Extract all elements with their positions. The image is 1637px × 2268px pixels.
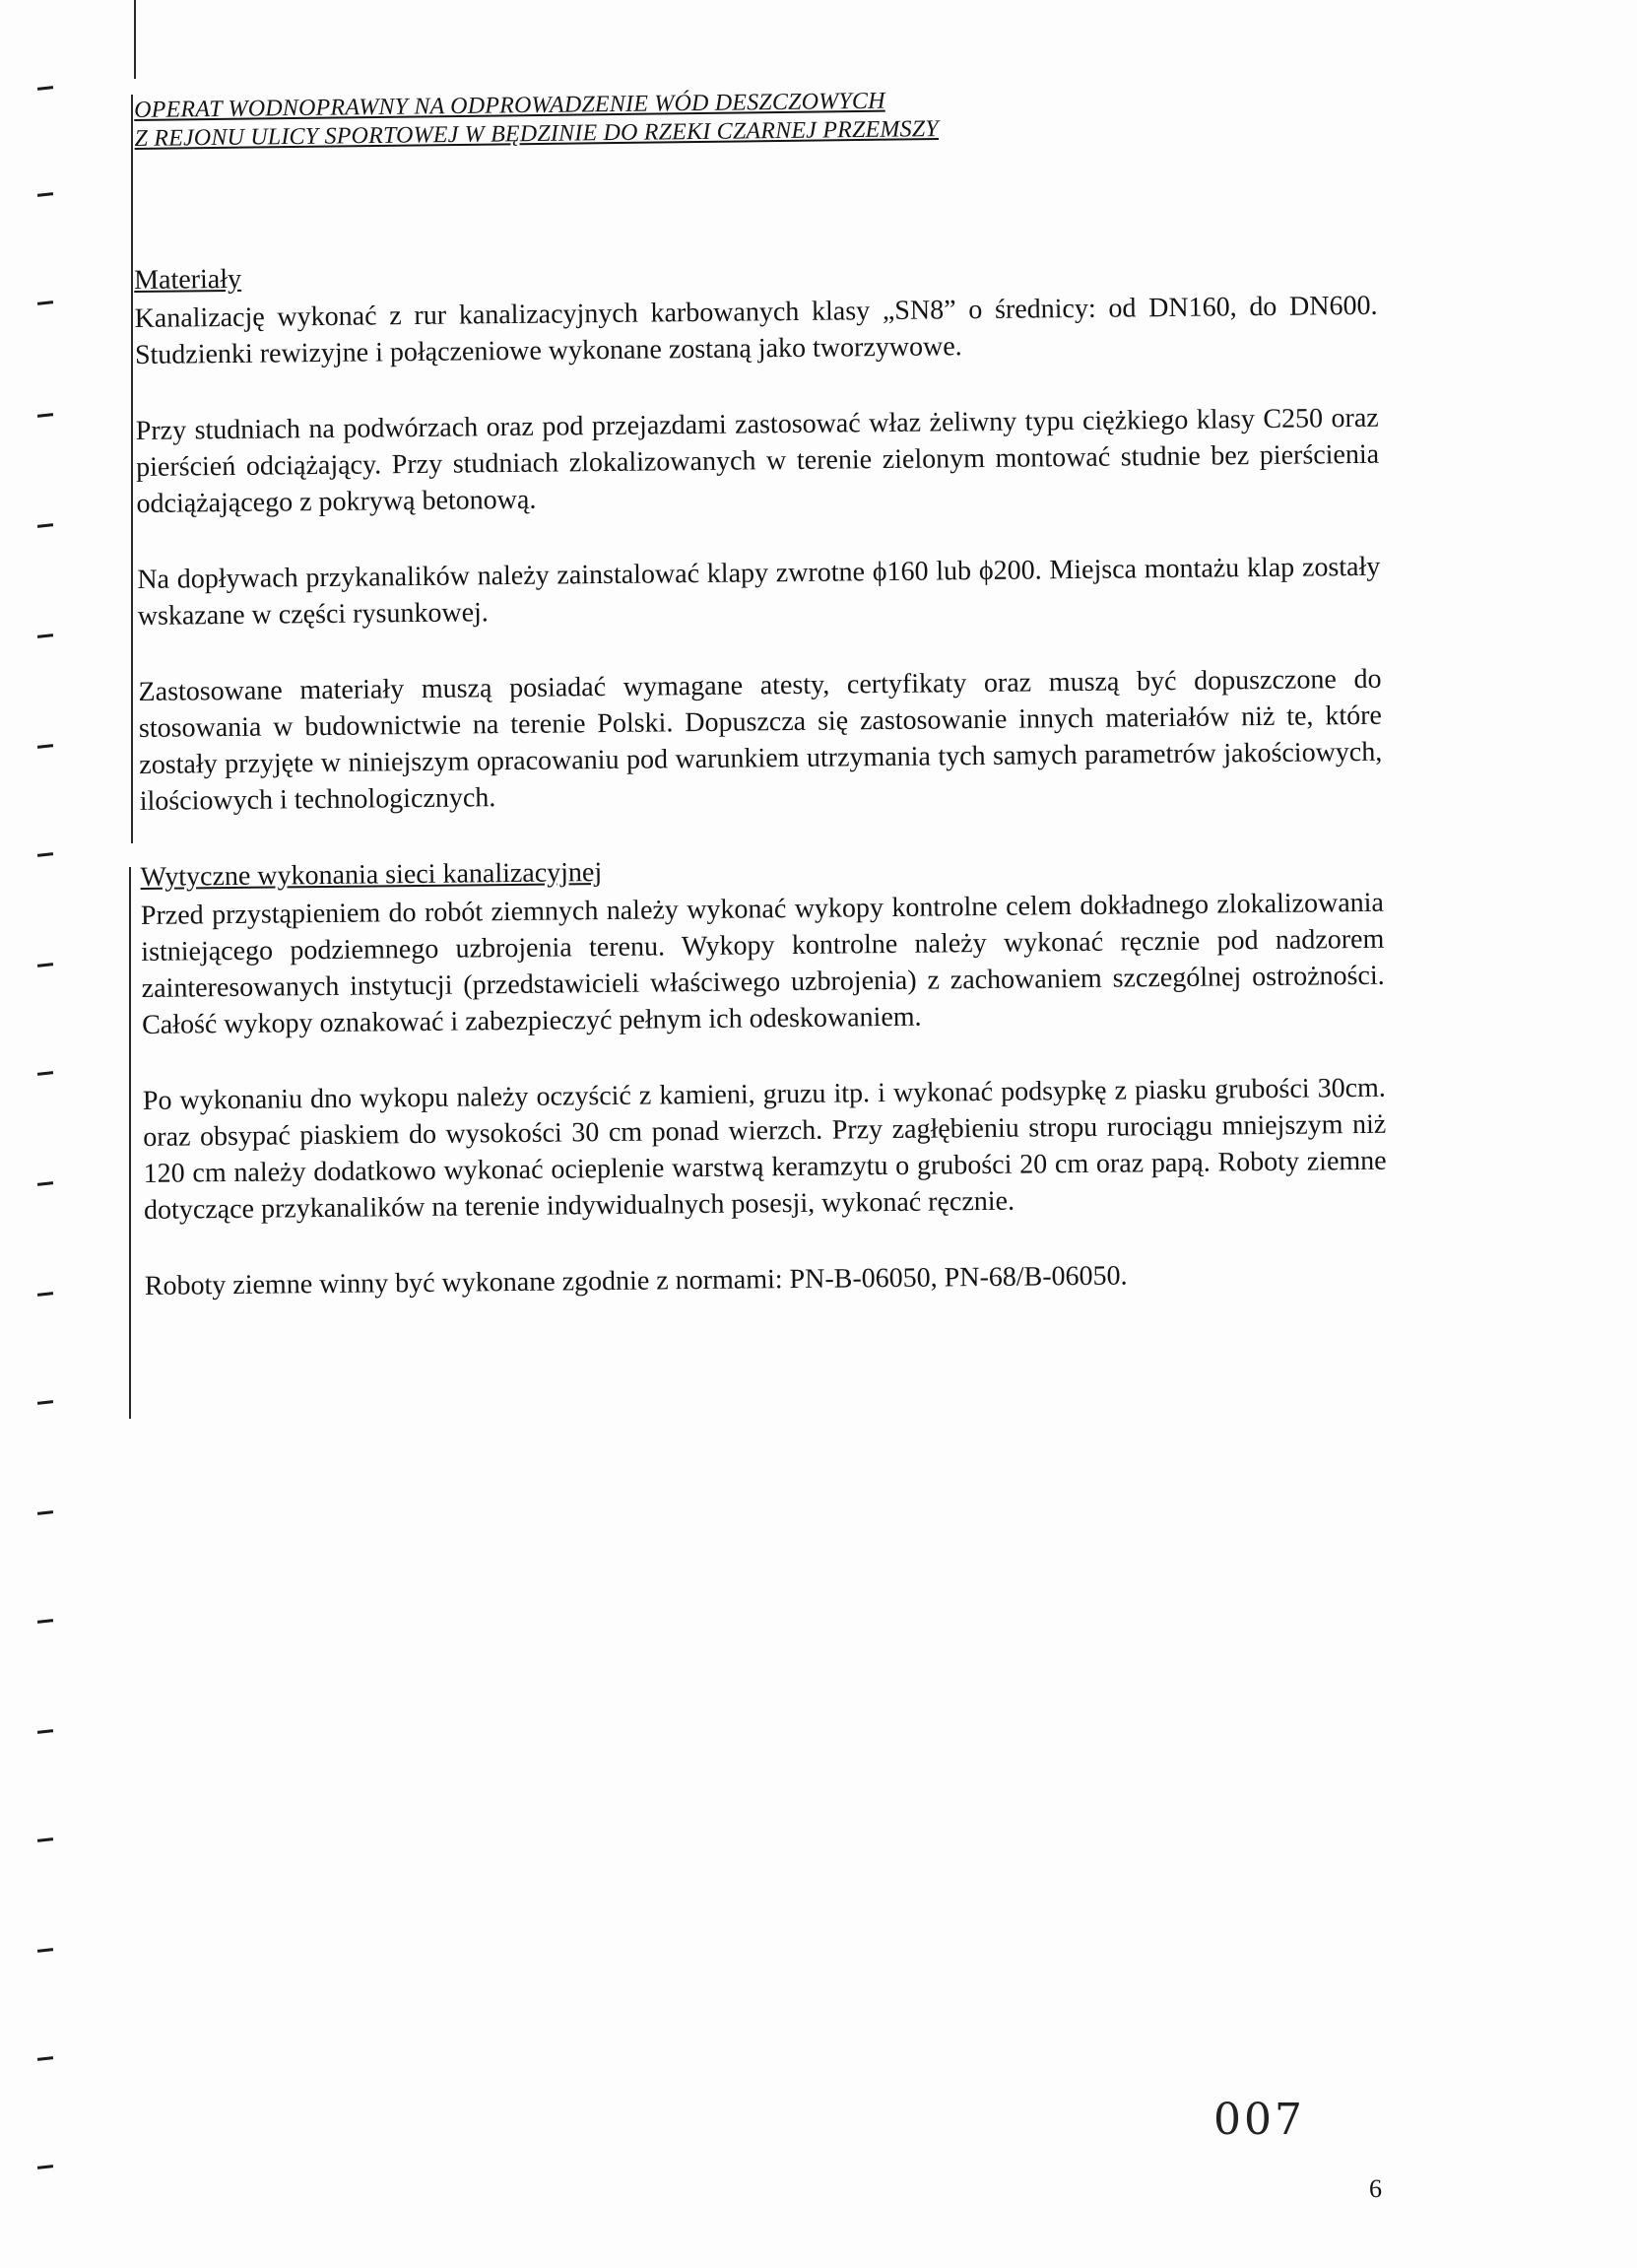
scan-mark bbox=[37, 300, 53, 305]
page-number: 6 bbox=[1369, 2174, 1382, 2203]
scan-mark bbox=[37, 2056, 53, 2061]
scan-mark bbox=[37, 1729, 53, 1734]
paragraph: Zastosowane materiały muszą posiadać wymagane atesty, certyfikaty oraz muszą być dopuszczone do stosowania w budownictwie na terenie Polski. Dopuszcza się zastosowanie innych materiałów niż te, które zostały przyjęte w niniejszym opracowaniu pod warunkiem utrzymania tych samych parametrów jakościowych, ilościowych i technologicznych. bbox=[138, 663, 1383, 817]
margin-rule bbox=[129, 867, 131, 1419]
scan-mark bbox=[37, 1948, 53, 1953]
document-body bbox=[134, 249, 1388, 1304]
scan-mark bbox=[37, 1071, 53, 1076]
paragraph: Przy studniach na podwórzach oraz pod przejazdami zastosować właz żeliwny typu ciężkiego klasy C250 oraz pierścień odciążający. Przy studniach zlokalizowanych w terenie zielonym montować studnie bez pierścienia odciążającego z pokrywą betonową. bbox=[135, 402, 1380, 519]
section-heading-materials: Materiały bbox=[134, 263, 242, 296]
scan-mark bbox=[37, 192, 53, 197]
paragraph: Przed przystąpieniem do robót ziemnych należy wykonać wykopy kontrolne celem dokładnego zlokalizowania istniejącego podziemnego uzbrojenia terenu. Wykopy kontrolne należy wykonać ręcznie pod nadzorem zainteresowanych instytucji (przedstawicieli właściwego uzbrojenia) z zachowaniem szczególnej ostrożności. Całość wykopy oznakować i zabezpieczyć pełnym ich odeskowaniem. bbox=[140, 887, 1385, 1040]
scan-mark bbox=[37, 86, 53, 91]
scan-mark bbox=[37, 1510, 53, 1515]
document-header bbox=[134, 84, 1218, 154]
section-heading-guidelines: Wytyczne wykonania sieci kanalizacyjnej bbox=[140, 857, 603, 893]
header-line-2: Z REJONU ULICY SPORTOWEJ W BĘDZINIE DO RZEKI CZARNEJ PRZEMSZY bbox=[134, 116, 940, 152]
header-line-1: OPERAT WODNOPRAWNY NA ODPROWADZENIE WÓD DESZCZOWYCH bbox=[134, 88, 885, 123]
scan-mark bbox=[37, 413, 53, 418]
margin-rule bbox=[131, 95, 133, 843]
scan-mark bbox=[37, 2165, 53, 2169]
paragraph: Po wykonaniu dno wykopu należy oczyścić z kamieni, gruzu itp. i wykonać podsypkę z piasku grubości 30cm. oraz obsypać piaskiem do wysokości 30 cm ponad wierzch. Przy zagłębieniu stropu rurociągu mniejszym niż 120 cm należy dodatkowo wykonać ocieplenie warstwą keramzytu o grubości 20 cm oraz papą. Roboty ziemne dotyczące przykanalików na terenie indywidualnych posesji, wykonać ręcznie. bbox=[142, 1072, 1387, 1226]
sheet-stamp: 007 bbox=[1213, 2095, 1305, 2145]
scan-mark bbox=[37, 523, 53, 528]
paragraph: Na dopływach przykanalików należy zainstalować klapy zwrotne ϕ160 lub ϕ200. Miejsca montażu klap zostały wskazane w części rysunkowej. bbox=[137, 551, 1381, 632]
scan-mark bbox=[37, 1400, 53, 1405]
scan-mark bbox=[37, 634, 53, 638]
scan-mark bbox=[37, 744, 53, 749]
scan-mark bbox=[37, 1619, 53, 1624]
paragraph: Roboty ziemne winny być wykonane zgodnie z normami: PN-B-06050, PN-68/B-06050. bbox=[144, 1260, 1128, 1301]
scan-mark bbox=[37, 963, 53, 967]
scan-mark bbox=[37, 1292, 53, 1297]
scan-mark bbox=[37, 1837, 53, 1842]
paragraph: Kanalizację wykonać z rur kanalizacyjnych karbowanych klasy „SN8” o średnicy: od DN160, do DN600. Studzienki rewizyjne i połączeniowe wykonane zostaną jako tworzywowe. bbox=[134, 290, 1378, 370]
margin-rule bbox=[134, 0, 136, 79]
scan-mark bbox=[37, 1181, 53, 1186]
scan-mark bbox=[37, 852, 53, 857]
